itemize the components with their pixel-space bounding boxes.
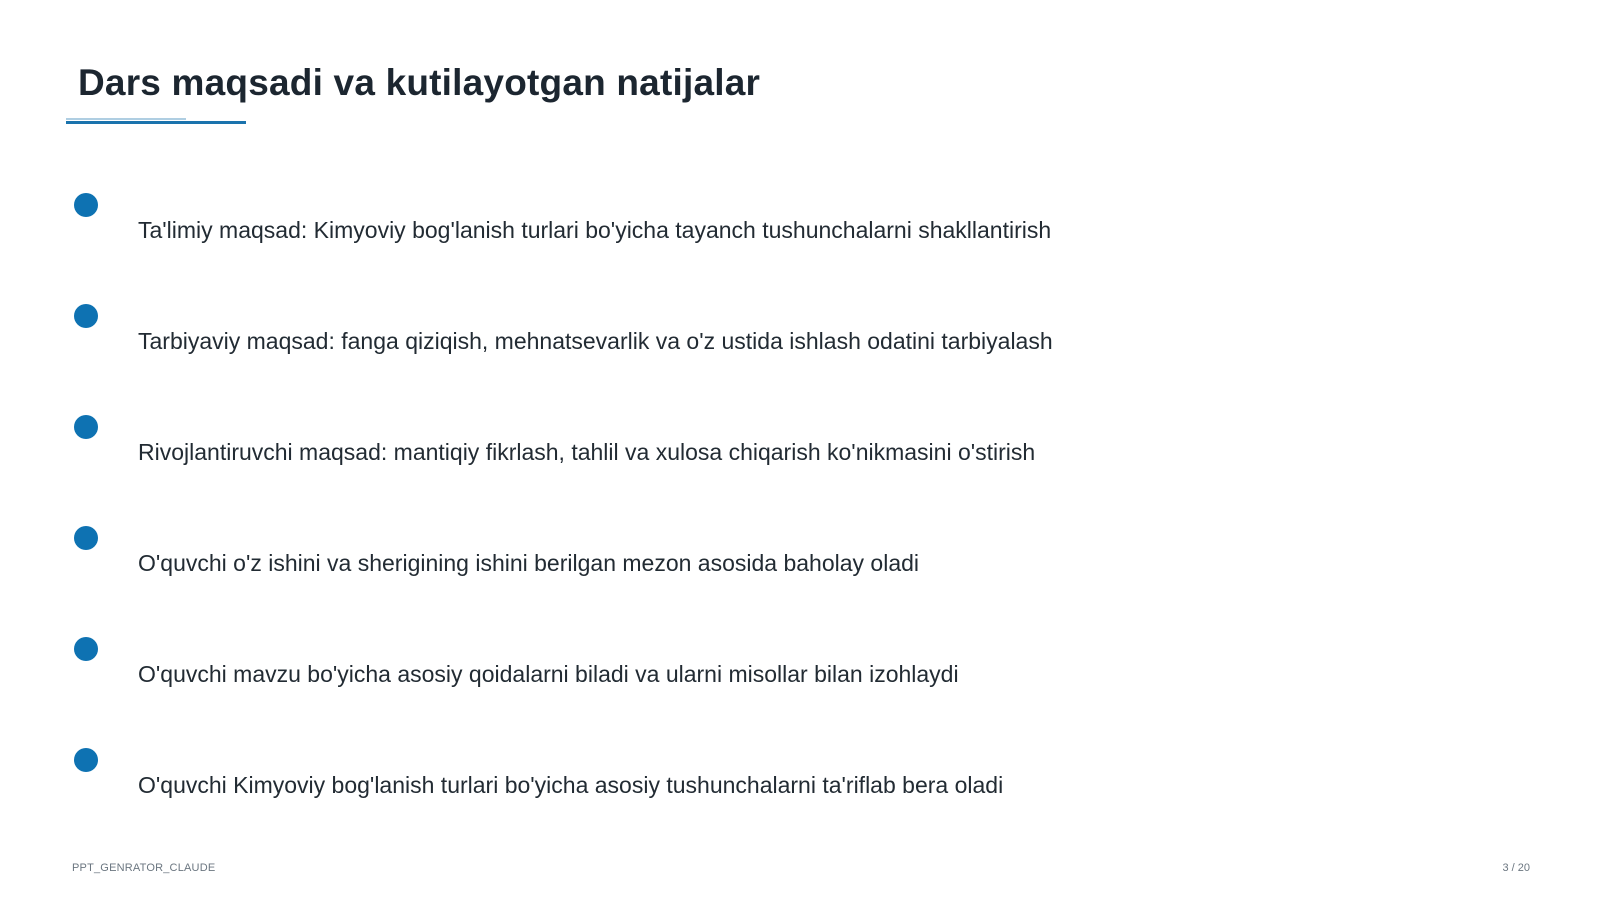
bullet-item [0,304,1500,384]
bullet-text: O'quvchi mavzu bo'yicha asosiy qoidalarni biladi va ularni misollar bilan izohlaydi [138,661,959,687]
bullet-dot-icon [74,748,98,772]
bullet-item [0,637,1500,717]
bullet-item [0,526,1500,606]
bullet-text: O'quvchi Kimyoviy bog'lanish turlari bo'yicha asosiy tushunchalarni ta'riflab bera oladi [138,772,1004,798]
bullet-text: O'quvchi o'z ishini va sherigining ishini berilgan mezon asosida baholay oladi [138,550,920,576]
bullet-item [0,748,1500,828]
bullet-dot-icon [74,526,98,550]
bullet-dot-icon [74,193,98,217]
page-indicator: 3 / 20 [1502,862,1530,874]
bullet-item [0,193,1500,273]
bullet-text: Rivojlantiruvchi maqsad: mantiqiy fikrlash, tahlil va xulosa chiqarish ko'nikmasini o'stirish [138,439,1036,465]
bullet-dot-icon [74,415,98,439]
bullet-text: Tarbiyaviy maqsad: fanga qiziqish, mehnatsevarlik va o'z ustida ishlash odatini tarbiyalash [138,328,1053,354]
bullet-dot-icon [74,304,98,328]
bullet-text: Ta'limiy maqsad: Kimyoviy bog'lanish turlari bo'yicha tayanch tushunchalarni shakllantirish [138,217,1052,243]
footer-source: PPT_GENRATOR_CLAUDE [72,862,216,874]
bullet-dot-icon [74,637,98,661]
bullet-item [0,415,1500,495]
slide-title: Dars maqsadi va kutilayotgan natijalar [78,62,761,103]
